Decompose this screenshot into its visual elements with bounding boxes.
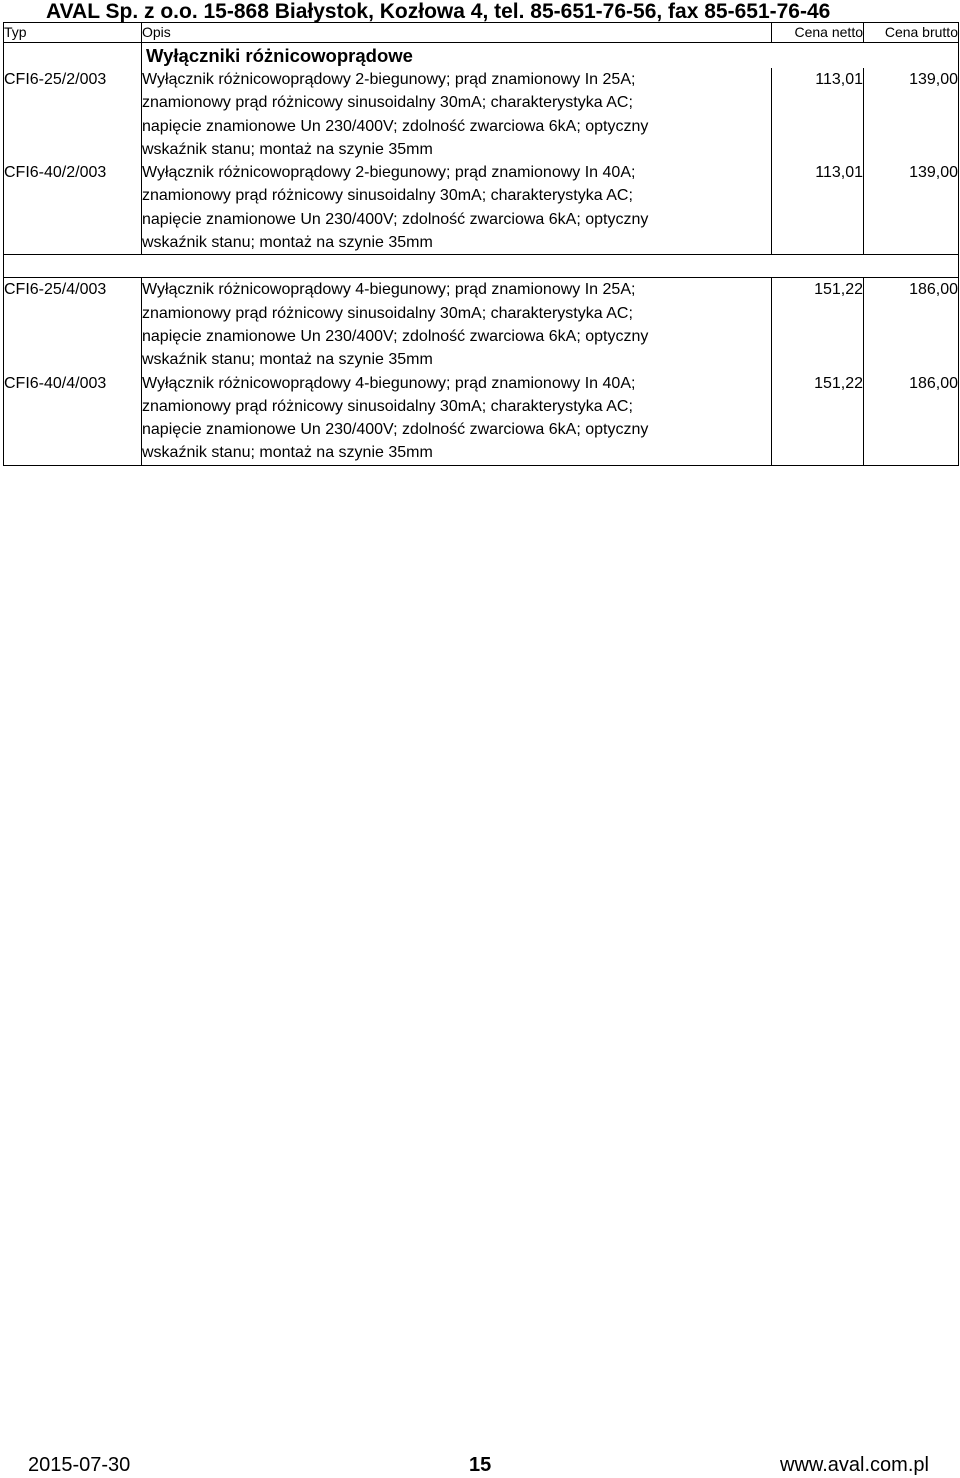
column-header-typ: Typ xyxy=(4,23,142,43)
product-description xyxy=(142,372,772,466)
price-netto: 113,01 xyxy=(772,68,864,161)
footer-website[interactable]: www.aval.com.pl xyxy=(780,1454,929,1476)
column-header-netto: Cena netto xyxy=(772,23,864,43)
product-description xyxy=(142,68,772,161)
description-line: wskaźnik stanu; montaż na szynie 35mm xyxy=(142,444,433,462)
description-line: wskaźnik stanu; montaż na szynie 35mm xyxy=(142,140,433,158)
table-row xyxy=(4,68,959,161)
footer-date: 2015-07-30 xyxy=(28,1454,131,1476)
description-line: Wyłącznik różnicowoprądowy 4-biegunowy; prąd znamionowy In 25A; xyxy=(142,281,636,299)
description-line: wskaźnik stanu; montaż na szynie 35mm xyxy=(142,234,433,252)
description-line: napięcie znamionowe Un 230/400V; zdolność zwarciowa 6kA; optyczny xyxy=(142,117,649,135)
product-type: CFI6-25/4/003 xyxy=(4,278,142,372)
price-netto: 151,22 xyxy=(772,372,864,466)
product-description xyxy=(142,161,772,255)
description-line: Wyłącznik różnicowoprądowy 4-biegunowy; prąd znamionowy In 40A; xyxy=(142,374,636,392)
product-type: CFI6-25/2/003 xyxy=(4,68,142,161)
group-separator-row xyxy=(4,255,959,278)
price-table xyxy=(3,22,959,466)
table-row xyxy=(4,161,959,255)
product-type: CFI6-40/4/003 xyxy=(4,372,142,466)
description-line: Wyłącznik różnicowoprądowy 2-biegunowy; prąd znamionowy In 40A; xyxy=(142,164,636,182)
table-header-row xyxy=(4,23,959,43)
price-netto: 151,22 xyxy=(772,278,864,372)
section-row xyxy=(4,43,959,69)
description-line: napięcie znamionowe Un 230/400V; zdolność zwarciowa 6kA; optyczny xyxy=(142,210,649,228)
description-line: napięcie znamionowe Un 230/400V; zdolność zwarciowa 6kA; optyczny xyxy=(142,421,649,439)
product-description xyxy=(142,278,772,372)
column-header-opis: Opis xyxy=(142,23,772,43)
price-brutto: 139,00 xyxy=(864,68,959,161)
section-title: Wyłączniki różnicowoprądowe xyxy=(142,43,959,69)
section-spacer xyxy=(4,43,142,69)
description-line: znamionowy prąd różnicowy sinusoidalny 30mA; charakterystyka AC; xyxy=(142,187,633,205)
price-brutto: 139,00 xyxy=(864,161,959,255)
product-type: CFI6-40/2/003 xyxy=(4,161,142,255)
description-line: napięcie znamionowe Un 230/400V; zdolność zwarciowa 6kA; optyczny xyxy=(142,327,649,345)
description-line: znamionowy prąd różnicowy sinusoidalny 30mA; charakterystyka AC; xyxy=(142,397,633,415)
table-row xyxy=(4,372,959,466)
description-line: znamionowy prąd różnicowy sinusoidalny 30mA; charakterystyka AC; xyxy=(142,94,633,112)
group-separator xyxy=(4,255,959,278)
page-number: 15 xyxy=(469,1454,492,1476)
description-line: Wyłącznik różnicowoprądowy 2-biegunowy; prąd znamionowy In 25A; xyxy=(142,71,636,88)
description-line: wskaźnik stanu; montaż na szynie 35mm xyxy=(142,351,433,369)
description-line: znamionowy prąd różnicowy sinusoidalny 30mA; charakterystyka AC; xyxy=(142,304,633,322)
company-header: AVAL Sp. z o.o. 15-868 Białystok, Kozłowa 4, tel. 85-651-76-56, fax 85-651-76-46 xyxy=(46,0,831,23)
table-row xyxy=(4,278,959,372)
column-header-brutto: Cena brutto xyxy=(864,23,959,43)
price-brutto: 186,00 xyxy=(864,372,959,466)
price-netto: 113,01 xyxy=(772,161,864,255)
price-brutto: 186,00 xyxy=(864,278,959,372)
